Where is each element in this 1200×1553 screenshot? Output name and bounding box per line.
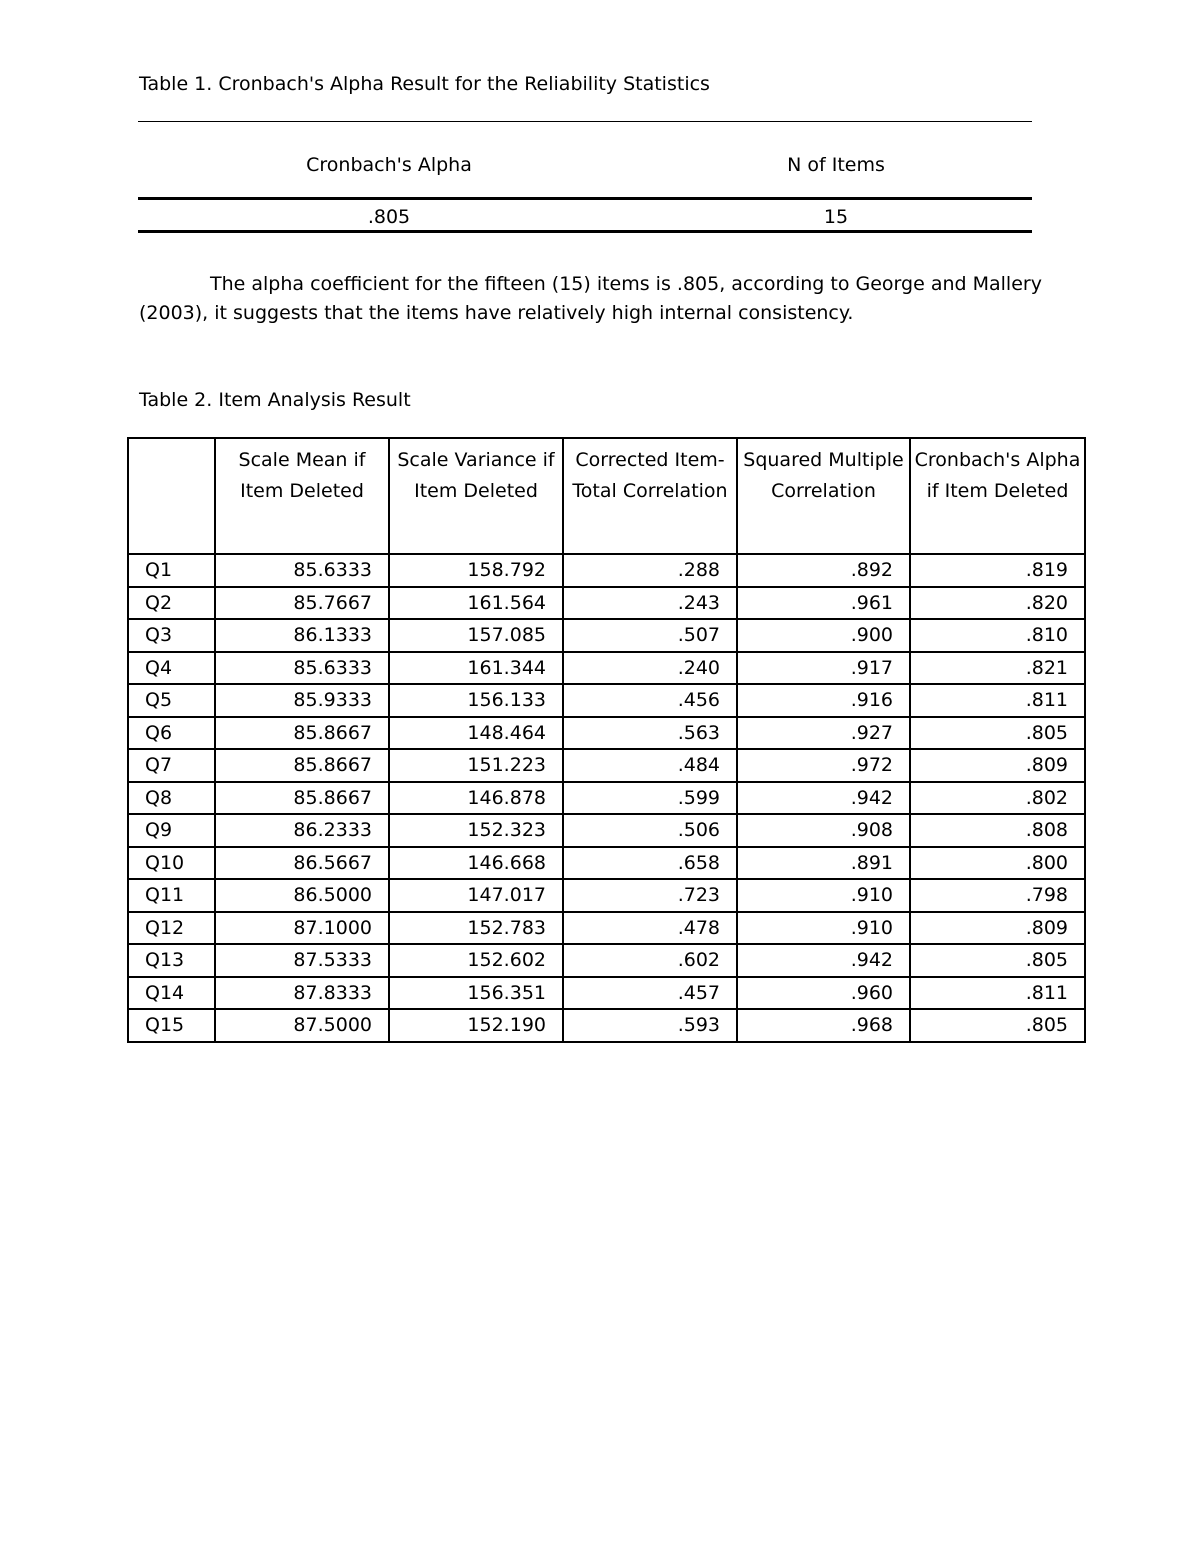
cell-alpha-if-deleted: .808 [910, 814, 1085, 847]
table-row [128, 1009, 1085, 1042]
cell-item: Q14 [128, 977, 215, 1010]
cell-scale-mean: 85.9333 [215, 684, 389, 717]
table2-header-scale-variance: Scale Variance if Item Deleted [389, 438, 563, 554]
cell-scale-variance: 146.668 [389, 847, 563, 880]
table-row [128, 587, 1085, 620]
cell-item-total-correlation: .288 [563, 554, 737, 587]
cell-scale-mean: 85.6333 [215, 554, 389, 587]
cell-scale-mean: 86.2333 [215, 814, 389, 847]
cell-scale-mean: 87.5000 [215, 1009, 389, 1042]
cell-item-total-correlation: .478 [563, 912, 737, 945]
cell-alpha-if-deleted: .805 [910, 944, 1085, 977]
table2-body [128, 554, 1085, 1042]
table-row [128, 684, 1085, 717]
table2-header-squared-multiple-correlation: Squared Multiple Correlation [737, 438, 910, 554]
cell-squared-multiple-correlation: .917 [737, 652, 910, 685]
table-row [128, 782, 1085, 815]
cell-squared-multiple-correlation: .972 [737, 749, 910, 782]
cell-scale-variance: 156.133 [389, 684, 563, 717]
cell-scale-variance: 152.783 [389, 912, 563, 945]
table2-header-alpha-if-deleted: Cronbach's Alpha if Item Deleted [910, 438, 1085, 554]
table-row [128, 814, 1085, 847]
cell-item-total-correlation: .506 [563, 814, 737, 847]
table2-header-scale-mean: Scale Mean if Item Deleted [215, 438, 389, 554]
table-row [128, 554, 1085, 587]
cell-squared-multiple-correlation: .891 [737, 847, 910, 880]
table-row [128, 977, 1085, 1010]
cell-squared-multiple-correlation: .961 [737, 587, 910, 620]
cell-item: Q5 [128, 684, 215, 717]
cell-squared-multiple-correlation: .892 [737, 554, 910, 587]
cell-scale-mean: 85.8667 [215, 782, 389, 815]
table-row [128, 652, 1085, 685]
table-row [128, 847, 1085, 880]
cell-item-total-correlation: .507 [563, 619, 737, 652]
cell-item: Q11 [128, 879, 215, 912]
cell-item-total-correlation: .593 [563, 1009, 737, 1042]
cell-squared-multiple-correlation: .960 [737, 977, 910, 1010]
cell-alpha-if-deleted: .798 [910, 879, 1085, 912]
cell-alpha-if-deleted: .809 [910, 912, 1085, 945]
cell-item: Q15 [128, 1009, 215, 1042]
cell-scale-variance: 152.323 [389, 814, 563, 847]
cell-alpha-if-deleted: .805 [910, 1009, 1085, 1042]
cell-item-total-correlation: .723 [563, 879, 737, 912]
cell-item: Q4 [128, 652, 215, 685]
cell-scale-mean: 87.8333 [215, 977, 389, 1010]
table1-value-alpha: .805 [367, 206, 411, 228]
cell-alpha-if-deleted: .819 [910, 554, 1085, 587]
cell-alpha-if-deleted: .810 [910, 619, 1085, 652]
cell-scale-variance: 158.792 [389, 554, 563, 587]
cell-squared-multiple-correlation: .900 [737, 619, 910, 652]
cell-item: Q9 [128, 814, 215, 847]
cell-item-total-correlation: .602 [563, 944, 737, 977]
cell-squared-multiple-correlation: .927 [737, 717, 910, 750]
cell-alpha-if-deleted: .805 [910, 717, 1085, 750]
cell-item-total-correlation: .658 [563, 847, 737, 880]
table2-caption: Table 2. Item Analysis Result [139, 389, 411, 411]
cell-item: Q10 [128, 847, 215, 880]
cell-squared-multiple-correlation: .942 [737, 782, 910, 815]
cell-scale-variance: 161.344 [389, 652, 563, 685]
cell-item-total-correlation: .484 [563, 749, 737, 782]
cell-item: Q7 [128, 749, 215, 782]
table1-value-n-items: 15 [823, 206, 849, 228]
cell-scale-mean: 86.5667 [215, 847, 389, 880]
cell-alpha-if-deleted: .811 [910, 684, 1085, 717]
cell-item-total-correlation: .457 [563, 977, 737, 1010]
item-analysis-table [127, 437, 1086, 1043]
table1-top-rule [138, 121, 1032, 122]
cell-scale-mean: 85.8667 [215, 749, 389, 782]
cell-alpha-if-deleted: .821 [910, 652, 1085, 685]
cell-scale-variance: 147.017 [389, 879, 563, 912]
cell-scale-mean: 87.1000 [215, 912, 389, 945]
cell-item-total-correlation: .240 [563, 652, 737, 685]
cell-scale-variance: 157.085 [389, 619, 563, 652]
cell-item: Q2 [128, 587, 215, 620]
table-row [128, 879, 1085, 912]
table1-header-alpha: Cronbach's Alpha [306, 154, 472, 176]
table1-header-n-items: N of Items [787, 154, 885, 176]
table-row [128, 749, 1085, 782]
cell-item: Q6 [128, 717, 215, 750]
cell-item-total-correlation: .456 [563, 684, 737, 717]
table-row [128, 912, 1085, 945]
cell-squared-multiple-correlation: .910 [737, 912, 910, 945]
cell-item: Q12 [128, 912, 215, 945]
cell-scale-variance: 146.878 [389, 782, 563, 815]
cell-item-total-correlation: .243 [563, 587, 737, 620]
cell-alpha-if-deleted: .820 [910, 587, 1085, 620]
cell-scale-mean: 85.7667 [215, 587, 389, 620]
cell-alpha-if-deleted: .802 [910, 782, 1085, 815]
cell-item: Q1 [128, 554, 215, 587]
table2-header-row [128, 438, 1085, 554]
cell-scale-mean: 86.5000 [215, 879, 389, 912]
cell-scale-mean: 85.6333 [215, 652, 389, 685]
table2-header-item [128, 438, 215, 554]
cell-scale-mean: 85.8667 [215, 717, 389, 750]
cell-alpha-if-deleted: .800 [910, 847, 1085, 880]
cell-item-total-correlation: .599 [563, 782, 737, 815]
cell-alpha-if-deleted: .809 [910, 749, 1085, 782]
table-row [128, 944, 1085, 977]
table1-caption: Table 1. Cronbach's Alpha Result for the Reliability Statistics [139, 73, 710, 95]
cell-scale-variance: 161.564 [389, 587, 563, 620]
cell-scale-variance: 148.464 [389, 717, 563, 750]
cell-squared-multiple-correlation: .910 [737, 879, 910, 912]
cell-squared-multiple-correlation: .942 [737, 944, 910, 977]
cell-item: Q3 [128, 619, 215, 652]
cell-scale-variance: 152.190 [389, 1009, 563, 1042]
interpretation-paragraph: The alpha coefficient for the fifteen (15) items is .805, according to George and Mallery (2003), it suggests that the items have relatively high internal consistency. [139, 273, 1042, 324]
cell-item: Q13 [128, 944, 215, 977]
table2-header-item-total-correlation: Corrected Item-Total Correlation [563, 438, 737, 554]
cell-squared-multiple-correlation: .968 [737, 1009, 910, 1042]
table1-bottom-rule [138, 230, 1032, 233]
cell-scale-variance: 152.602 [389, 944, 563, 977]
table-row [128, 619, 1085, 652]
cell-alpha-if-deleted: .811 [910, 977, 1085, 1010]
cell-scale-mean: 87.5333 [215, 944, 389, 977]
table-row [128, 717, 1085, 750]
cell-item-total-correlation: .563 [563, 717, 737, 750]
cell-scale-variance: 151.223 [389, 749, 563, 782]
cell-scale-mean: 86.1333 [215, 619, 389, 652]
cell-squared-multiple-correlation: .908 [737, 814, 910, 847]
cell-item: Q8 [128, 782, 215, 815]
cell-scale-variance: 156.351 [389, 977, 563, 1010]
table1-header-rule [138, 197, 1032, 200]
cell-squared-multiple-correlation: .916 [737, 684, 910, 717]
